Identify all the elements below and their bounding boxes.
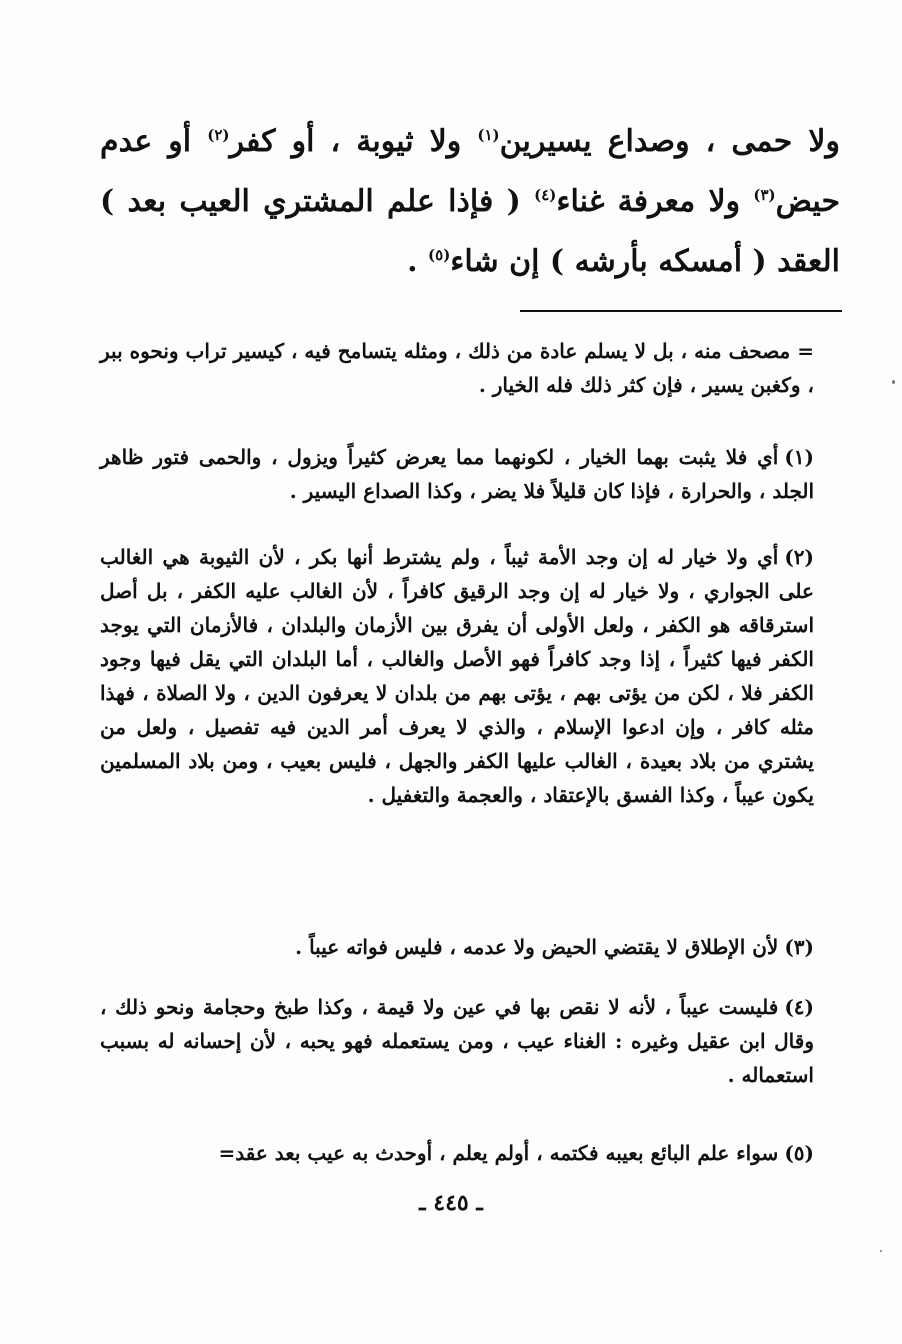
footnote-text: أي ولا خيار له إن وجد الأمة ثيباً ، ولم يشترط أنها بكر ، لأن الثيوبة هي الغالب على الجواري ، ولا خيار له إن وجد الرقيق كافراً ، لأن الغالب عليه الكفر ، بل أصل استرقاقه هو الكفر ، ولعل الأولى أن يفرق بين الأزمان والبلدان ، فالأزمان التي يوجد الكفر فيها كثيراً ، إذا وجد كافراً فهو الأصل والغالب ، أما البلدان التي يقل فيها وجود الكفر فلا ، لكن من يؤتى بهم ، يؤتى بهم من بلدان لا يعرفون الدين ، ولا الصلاة ، فهذا مثله كافر ، وإن ادعوا الإسلام ، والذي لا يعرف أمر الدين فيه تفصيل ، ولعل من يشتري من بلاد بعيدة ، الغالب عليها الكفر والجهل ، فليس بعيب ، ومن بلاد المسلمين يكون عيباً ، وكذا الفسق بالإعتقاد ، والعجمة والتغفيل . bbox=[100, 545, 815, 807]
footnote-number: (٢) bbox=[784, 545, 814, 569]
footnote-text: سواء علم البائع بعيبه فكتمه ، أولم يعلم ، أوحدث به عيب بعد عقد= bbox=[218, 1141, 779, 1165]
footnote-number: (١) bbox=[784, 445, 814, 469]
footnote-marker[interactable]: (٥) bbox=[428, 246, 451, 264]
main-text-part: أو عدم حيض bbox=[100, 124, 841, 219]
main-text-part: ولا معرفة غناء bbox=[556, 184, 754, 219]
footnote-number: (٣) bbox=[784, 935, 814, 959]
footnote-4 bbox=[100, 990, 814, 1092]
scan-speck bbox=[892, 380, 895, 384]
main-text-part: ولا ثيوبة ، أو كفر bbox=[229, 124, 478, 159]
footnote-3 bbox=[100, 930, 814, 964]
main-text-part: ( فإذا علم المشتري العيب بعد ) العقد ( أمسكه بأرشه ) إن شاء bbox=[100, 184, 840, 279]
footnote-text: فليست عيباً ، لأنه لا نقص بها في عين ولا قيمة ، وكذا طبخ وحجامة ونحو ذلك ، وقال ابن عقيل وغيره : الغناء عيب ، ومن يستعمله فهو يحبه ، لأن إحسانه له بسبب استعماله . bbox=[100, 995, 814, 1087]
footnote-1 bbox=[100, 440, 814, 508]
main-text-part: ولا حمى ، وصداع يسيرين bbox=[499, 124, 840, 159]
scan-speck bbox=[880, 1250, 882, 1252]
footnote-5 bbox=[100, 1136, 814, 1170]
footnote-continuation bbox=[100, 334, 814, 402]
footnote-text: = مصحف منه ، بل لا يسلم عادة من ذلك ، ومثله يتسامح فيه ، كيسير تراب ونحوه ببر ، وكغبن يسير ، فإن كثر ذلك فله الخيار . bbox=[100, 339, 814, 397]
footnote-marker[interactable]: (١) bbox=[477, 126, 500, 144]
footnote-marker[interactable]: (٢) bbox=[207, 126, 230, 144]
footnote-2 bbox=[100, 540, 814, 812]
footnote-number: (٥) bbox=[784, 1141, 814, 1165]
footnote-text: أي فلا يثبت بهما الخيار ، لكونهما مما يعرض كثيراً ويزول ، والحمى فتور ظاهر الجلد ، والحرارة ، فإذا كان قليلاً فلا يضر ، وكذا الصداع اليسير . bbox=[100, 445, 814, 503]
main-text bbox=[100, 112, 840, 292]
page-number: ـ ٤٤٥ ـ bbox=[419, 1190, 483, 1216]
footnote-marker[interactable]: (٤) bbox=[534, 186, 557, 204]
footnote-number: (٤) bbox=[784, 995, 814, 1019]
footnote-marker[interactable]: (٣) bbox=[753, 186, 776, 204]
footnote-separator bbox=[520, 310, 842, 312]
main-text-part: . bbox=[407, 244, 429, 279]
footnote-text: لأن الإطلاق لا يقتضي الحيض ولا عدمه ، فليس فواته عيباً . bbox=[295, 935, 779, 959]
